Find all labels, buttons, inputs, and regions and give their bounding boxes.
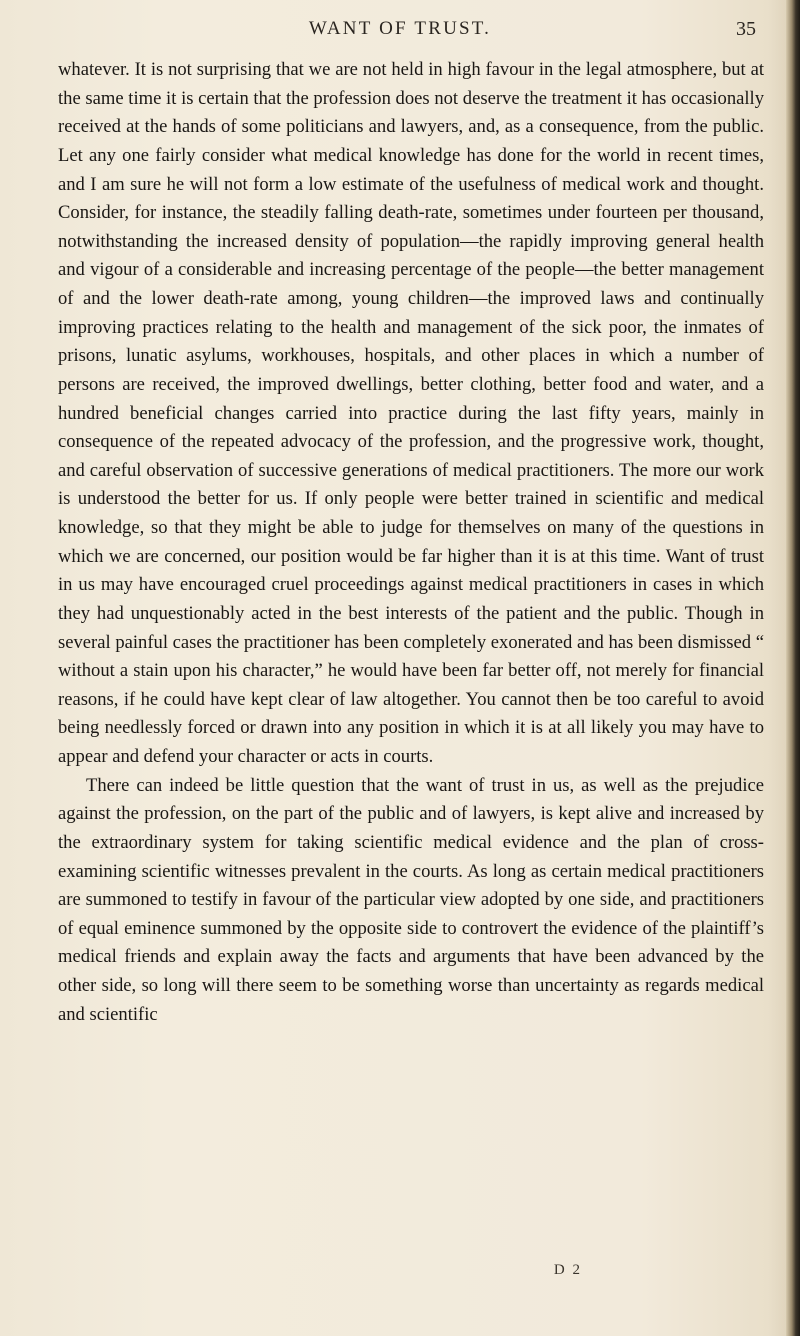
signature-mark: D 2	[553, 1262, 582, 1278]
paragraph-1: whatever. It is not surprising that we are not held in high favour in the legal atmosphere, but at the same time it is certain that the profession does not deserve the treatment it has occasionally received at the hands of some politicians and lawyers, and, as a consequence, from the public. Let any one fairly consider what medical knowledge has done for the world in recent times, and I am sure he will not form a low estimate of the usefulness of medical work and thought. Consider, for instance, the steadily falling death-rate, sometimes under fourteen per thousand, notwithstanding the increased density of population—the rapidly improving general health and vigour of a considerable and increasing percentage of the people—the better management of and the lower death-rate among, young children—the improved laws and continually improving practices relating to the health and management of the sick poor, the inmates of prisons, lunatic asylums, workhouses, hospitals, and other places in which a number of persons are received, the improved dwellings, better clothing, better food and water, and a hundred beneficial changes carried into practice during the last fifty years, mainly in consequence of the repeated advocacy of the profession, and the progressive work, thought, and careful observation of successive generations of medical practitioners. The more our work is understood the better for us. If only people were better trained in scientific and medical knowledge, so that they might be able to judge for themselves on many of the questions in which we are concerned, our position would be far higher than it is at this time. Want of trust in us may have encouraged cruel proceedings against medical practitioners in cases in which they had unquestionably acted in the best interests of the patient and the public. Though in several painful cases the practitioner has been completely exonerated and has been dismissed “ without a stain upon his character,” he would have been far better off, not merely for financial reasons, if he could have kept clear of law altogether. You cannot then be too careful to avoid being needlessly forced or drawn into any position in which it is at all likely you may have to appear and defend your character or acts in courts.	[58, 59, 764, 767]
page-header	[0, 14, 800, 48]
running-title: WANT OF TRUST.	[308, 18, 492, 39]
page-edge-shadow	[786, 0, 800, 1336]
body-text	[58, 56, 764, 1029]
page-number: 35	[736, 18, 756, 40]
paragraph-2: There can indeed be little question that the want of trust in us, as well as the prejudice against the profession, on the part of the public and of lawyers, is kept alive and increased by the extraordinary system for taking scientific medical evidence and the plan of cross-examining scientific witnesses prevalent in the courts. As long as certain medical practitioners are summoned to testify in favour of the particular view adopted by one side, and practitioners of equal eminence summoned by the opposite side to controvert the evidence of the plaintiff’s medical friends and explain away the facts and arguments that have been advanced by the other side, so long will there seem to be something worse than uncertainty as regards medical and scientific	[58, 774, 764, 1025]
